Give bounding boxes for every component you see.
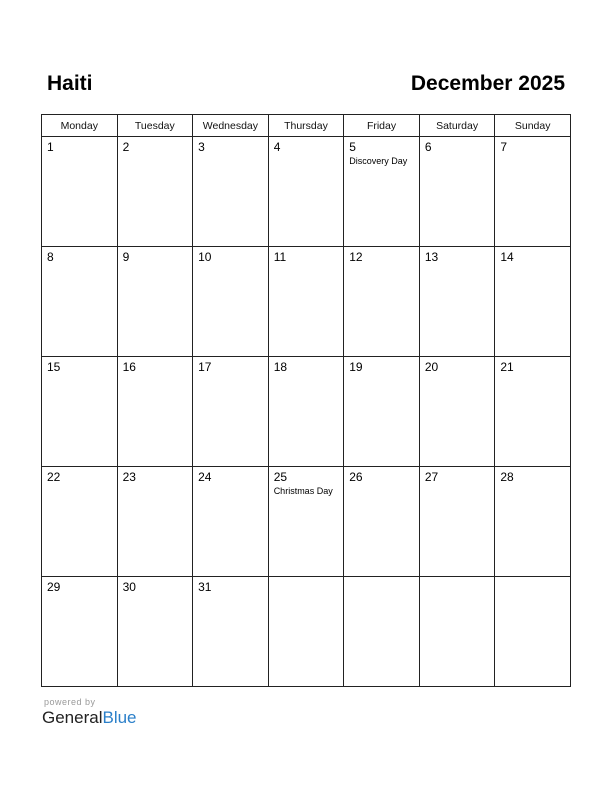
day-number — [344, 577, 419, 580]
day-number: 17 — [198, 360, 212, 374]
day-cell — [344, 137, 420, 247]
day-number: 24 — [198, 470, 212, 484]
week-row — [42, 357, 571, 467]
day-cell — [193, 357, 269, 467]
day-cell — [419, 247, 495, 357]
day-number: 14 — [500, 250, 514, 264]
day-number: 8 — [47, 250, 54, 264]
day-number: 23 — [122, 470, 136, 484]
day-number: 10 — [198, 250, 212, 264]
day-number: 13 — [424, 250, 439, 264]
holiday-label: Discovery Day — [349, 156, 408, 166]
day-number: 12 — [349, 250, 363, 264]
day-number: 16 — [122, 360, 136, 374]
day-number: 20 — [424, 360, 439, 374]
generalblue-logo — [42, 708, 137, 728]
day-number: 4 — [273, 140, 281, 154]
country-title: Haiti — [47, 72, 93, 95]
day-number: 7 — [500, 140, 508, 154]
day-number: 27 — [424, 470, 439, 484]
weekday-tuesday: Tuesday — [117, 115, 193, 137]
weekday-monday: Monday — [42, 115, 118, 137]
day-number — [269, 577, 344, 580]
day-cell — [42, 357, 118, 467]
day-number: 15 — [47, 360, 61, 374]
day-cell — [117, 577, 193, 687]
powered-by-label: powered by — [44, 697, 96, 707]
brand-blue: Blue — [102, 708, 137, 727]
day-cell — [344, 357, 420, 467]
day-cell — [42, 577, 118, 687]
month-year-title: December 2025 — [410, 72, 565, 95]
day-cell — [117, 467, 193, 577]
day-number: 26 — [349, 470, 363, 484]
day-number — [420, 577, 495, 580]
week-row — [42, 137, 571, 247]
day-cell — [268, 247, 344, 357]
weekday-friday: Friday — [344, 115, 420, 137]
day-cell — [268, 467, 344, 577]
day-cell — [495, 357, 571, 467]
weekday-saturday: Saturday — [419, 115, 495, 137]
day-number: 11 — [273, 250, 287, 264]
day-cell — [117, 357, 193, 467]
day-cell — [419, 467, 495, 577]
day-number: 25 — [273, 470, 288, 484]
day-cell — [268, 357, 344, 467]
day-cell — [495, 577, 571, 687]
day-cell — [193, 577, 269, 687]
day-cell — [42, 137, 118, 247]
week-row — [42, 467, 571, 577]
day-number: 2 — [122, 140, 130, 154]
day-cell — [193, 467, 269, 577]
day-cell — [117, 137, 193, 247]
day-cell — [193, 247, 269, 357]
day-cell — [344, 467, 420, 577]
day-cell — [117, 247, 193, 357]
day-number: 9 — [122, 250, 130, 264]
day-cell — [419, 357, 495, 467]
day-cell — [344, 577, 420, 687]
day-cell — [42, 467, 118, 577]
week-row — [42, 247, 571, 357]
day-number: 31 — [198, 580, 212, 594]
day-number: 5 — [349, 140, 356, 154]
day-number: 18 — [273, 360, 288, 374]
day-number: 19 — [349, 360, 363, 374]
week-row — [42, 577, 571, 687]
holiday-label: Christmas Day — [273, 486, 333, 496]
day-number — [495, 577, 570, 580]
day-cell — [268, 577, 344, 687]
day-cell — [42, 247, 118, 357]
day-cell — [419, 137, 495, 247]
day-cell — [419, 577, 495, 687]
day-cell — [193, 137, 269, 247]
day-number: 1 — [47, 140, 54, 154]
weekday-header-row — [42, 115, 571, 137]
calendar-grid — [41, 114, 571, 687]
weekday-thursday: Thursday — [268, 115, 344, 137]
day-cell — [268, 137, 344, 247]
day-number: 28 — [500, 470, 514, 484]
day-number: 30 — [122, 580, 136, 594]
day-number: 3 — [198, 140, 205, 154]
day-cell — [495, 137, 571, 247]
day-number: 29 — [47, 580, 61, 594]
day-number: 21 — [500, 360, 514, 374]
weekday-wednesday: Wednesday — [193, 115, 269, 137]
brand-general: General — [42, 708, 103, 727]
day-number: 6 — [424, 140, 432, 154]
day-number: 22 — [47, 470, 61, 484]
day-cell — [495, 247, 571, 357]
day-cell — [344, 247, 420, 357]
day-cell — [495, 467, 571, 577]
weekday-sunday: Sunday — [495, 115, 571, 137]
